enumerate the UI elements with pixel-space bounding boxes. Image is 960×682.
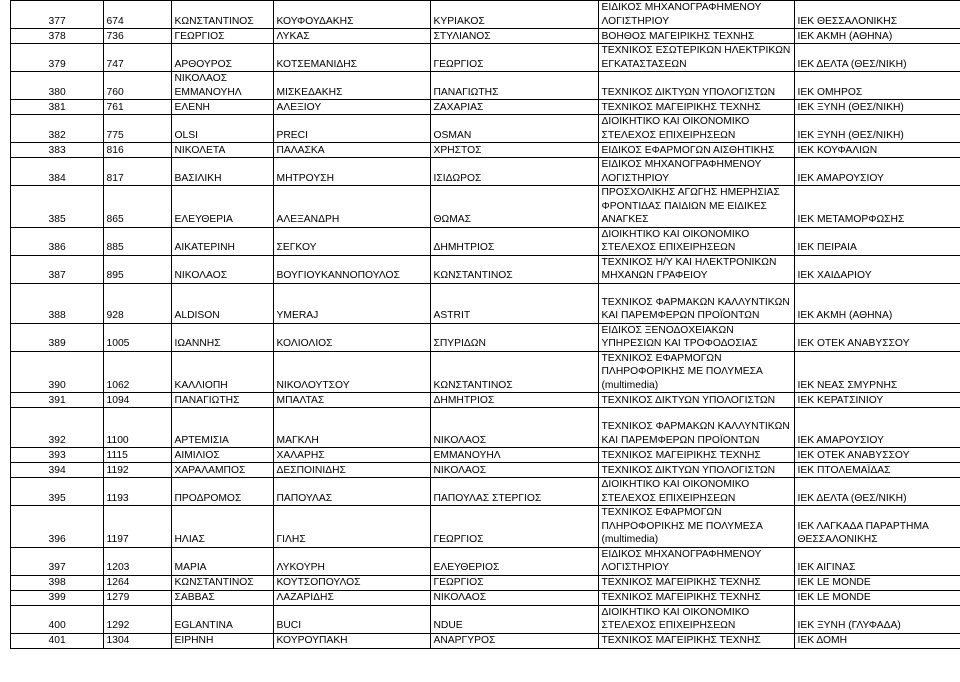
specialty-cell: ΕΙΔΙΚΟΣ ΜΗΧΑΝΟΓΡΑΦΗΜΕΝΟΥ ΛΟΓΙΣΤΗΡΙΟΥ [598,547,794,575]
last-name-cell: ΚΟΛΙΟΛΙΟΣ [273,323,430,351]
first-name-cell: ALDISON [171,283,273,323]
row-number-cell: 385 [10,186,103,228]
institute-cell: ΙΕΚ ΞΥΝΗ (ΘΕΣ/ΝΙΚΗ) [794,100,960,115]
row-gutter [0,393,10,408]
institute-cell: ΙΕΚ ΞΥΝΗ (ΘΕΣ/ΝΙΚΗ) [794,115,960,143]
record-id-cell: 1197 [103,506,171,548]
last-name-cell: ΚΟΥΤΣΟΠΟΥΛΟΣ [273,575,430,590]
specialty-cell: ΤΕΧΝΙΚΟΣ ΔΙΚΤΥΩΝ ΥΠΟΛΟΓΙΣΤΩΝ [598,393,794,408]
row-number-cell: 398 [10,575,103,590]
last-name-cell: ΝΙΚΟΛΟΥΤΣΟΥ [273,351,430,393]
row-number-cell: 379 [10,44,103,72]
record-id-cell: 747 [103,44,171,72]
first-name-cell: EGLANTINA [171,605,273,633]
last-name-cell: ΓΙΛΗΣ [273,506,430,548]
row-number-cell: 399 [10,590,103,605]
row-number-cell: 387 [10,255,103,283]
specialty-cell: ΕΙΔΙΚΟΣ ΜΗΧΑΝΟΓΡΑΦΗΜΕΝΟΥ ΛΟΓΙΣΤΗΡΙΟΥ [598,158,794,186]
specialty-cell: ΤΕΧΝΙΚΟΣ ΔΙΚΤΥΩΝ ΥΠΟΛΟΓΙΣΤΩΝ [598,72,794,100]
first-name-cell: ΚΑΛΛΙΟΠΗ [171,351,273,393]
record-id-cell: 1005 [103,323,171,351]
father-name-cell: NDUE [430,605,598,633]
table-row [0,72,960,100]
first-name-cell: ΗΛΙΑΣ [171,506,273,548]
specialty-cell: ΤΕΧΝΙΚΟΣ ΜΑΓΕΙΡΙΚΗΣ ΤΕΧΝΗΣ [598,100,794,115]
first-name-cell: ΜΑΡΙΑ [171,547,273,575]
specialty-cell: ΤΕΧΝΙΚΟΣ Η/Υ ΚΑΙ ΗΛΕΚΤΡΟΝΙΚΩΝ ΜΗΧΑΝΩΝ ΓΡΑΦΕΙΟΥ [598,255,794,283]
specialty-cell: ΤΕΧΝΙΚΟΣ ΕΣΩΤΕΡΙΚΩΝ ΗΛΕΚΤΡΙΚΩΝ ΕΓΚΑΤΑΣΤΑΣΕΩΝ [598,44,794,72]
row-number-cell: 386 [10,227,103,255]
institute-cell: ΙΕΚ ΔΕΛΤΑ (ΘΕΣ/ΝΙΚΗ) [794,44,960,72]
row-number-cell: 378 [10,29,103,44]
specialty-cell: ΕΙΔΙΚΟΣ ΜΗΧΑΝΟΓΡΑΦΗΜΕΝΟΥ ΛΟΓΙΣΤΗΡΙΟΥ [598,1,794,29]
last-name-cell: PRECI [273,115,430,143]
record-id-cell: 865 [103,186,171,228]
table-row [0,323,960,351]
first-name-cell: OLSI [171,115,273,143]
institute-cell: ΙΕΚ ΑΙΓΙΝΑΣ [794,547,960,575]
row-number-cell: 377 [10,1,103,29]
table-row [0,393,960,408]
table-row [0,575,960,590]
first-name-cell: ΕΙΡΗΝΗ [171,633,273,648]
table-row [0,158,960,186]
first-name-cell: ΙΩΑΝΝΗΣ [171,323,273,351]
specialty-cell: ΤΕΧΝΙΚΟΣ ΕΦΑΡΜΟΓΩΝ ΠΛΗΡΟΦΟΡΙΚΗΣ ΜΕ ΠΟΛΥΜΕΣΑ (multimedia) [598,351,794,393]
row-gutter [0,633,10,648]
record-id-cell: 1062 [103,351,171,393]
last-name-cell: ΔΕΣΠΟΙΝΙΔΗΣ [273,463,430,478]
row-number-cell: 397 [10,547,103,575]
row-number-cell: 389 [10,323,103,351]
row-gutter [0,44,10,72]
specialty-cell: ΤΕΧΝΙΚΟΣ ΕΦΑΡΜΟΓΩΝ ΠΛΗΡΟΦΟΡΙΚΗΣ ΜΕ ΠΟΛΥΜΕΣΑ (multimedia) [598,506,794,548]
last-name-cell: ΠΑΛΑΣΚΑ [273,143,430,158]
father-name-cell: ΔΗΜΗΤΡΙΟΣ [430,393,598,408]
record-id-cell: 1279 [103,590,171,605]
last-name-cell: ΑΛΕΞΑΝΔΡΗ [273,186,430,228]
table-row [0,143,960,158]
record-id-cell: 817 [103,158,171,186]
first-name-cell: ΝΙΚΟΛΕΤΑ [171,143,273,158]
father-name-cell: ΘΩΜΑΣ [430,186,598,228]
table-row [0,29,960,44]
record-id-cell: 928 [103,283,171,323]
table-row [0,463,960,478]
row-gutter [0,351,10,393]
institute-cell: ΙΕΚ ΝΕΑΣ ΣΜΥΡΝΗΣ [794,351,960,393]
table-body [0,1,960,649]
row-gutter [0,1,10,29]
table-row [0,100,960,115]
father-name-cell: ΚΩΝΣΤΑΝΤΙΝΟΣ [430,255,598,283]
row-number-cell: 393 [10,448,103,463]
table-row [0,506,960,548]
institute-cell: ΙΕΚ ΛΑΓΚΑΔΑ ΠΑΡΑΡΤΗΜΑ ΘΕΣΣΑΛΟΝΙΚΗΣ [794,506,960,548]
last-name-cell: ΣΕΓΚΟΥ [273,227,430,255]
table-row [0,44,960,72]
row-gutter [0,547,10,575]
father-name-cell: ΕΛΕΥΘΕΡΙΟΣ [430,547,598,575]
first-name-cell: ΧΑΡΑΛΑΜΠΟΣ [171,463,273,478]
row-gutter [0,478,10,506]
father-name-cell: ΧΡΗΣΤΟΣ [430,143,598,158]
last-name-cell: ΜΗΤΡΟΥΣΗ [273,158,430,186]
record-id-cell: 1094 [103,393,171,408]
row-number-cell: 394 [10,463,103,478]
institute-cell: ΙΕΚ ΜΕΤΑΜΟΡΦΩΣΗΣ [794,186,960,228]
first-name-cell: ΕΛΕΝΗ [171,100,273,115]
row-number-cell: 391 [10,393,103,408]
first-name-cell: ΠΑΝΑΓΙΩΤΗΣ [171,393,273,408]
specialty-cell: ΕΙΔΙΚΟΣ ΞΕΝΟΔΟΧΕΙΑΚΩΝ ΥΠΗΡΕΣΙΩΝ ΚΑΙ ΤΡΟΦΟΔΟΣΙΑΣ [598,323,794,351]
first-name-cell: ΑΙΚΑΤΕΡΙΝΗ [171,227,273,255]
table-row [0,1,960,29]
institute-cell: ΙΕΚ ΔΟΜΗ [794,633,960,648]
row-gutter [0,408,10,448]
institute-cell: ΙΕΚ ΟΤΕΚ ΑΝΑΒΥΣΣΟΥ [794,448,960,463]
record-id-cell: 775 [103,115,171,143]
specialty-cell: ΕΙΔΙΚΟΣ ΕΦΑΡΜΟΓΩΝ ΑΙΣΘΗΤΙΚΗΣ [598,143,794,158]
record-id-cell: 1304 [103,633,171,648]
first-name-cell: ΚΩΝΣΤΑΝΤΙΝΟΣ [171,1,273,29]
row-number-cell: 395 [10,478,103,506]
row-gutter [0,448,10,463]
institute-cell: ΙΕΚ ΟΜΗΡΟΣ [794,72,960,100]
row-gutter [0,158,10,186]
row-number-cell: 396 [10,506,103,548]
last-name-cell: YMERAJ [273,283,430,323]
father-name-cell: OSMAN [430,115,598,143]
institute-cell: ΙΕΚ ΑΚΜΗ (ΑΘΗΝΑ) [794,283,960,323]
specialty-cell: ΤΕΧΝΙΚΟΣ ΔΙΚΤΥΩΝ ΥΠΟΛΟΓΙΣΤΩΝ [598,463,794,478]
table-row [0,255,960,283]
father-name-cell: ΕΜΜΑΝΟΥΗΛ [430,448,598,463]
last-name-cell: ΑΛΕΞΙΟΥ [273,100,430,115]
record-id-cell: 1203 [103,547,171,575]
last-name-cell: BUCI [273,605,430,633]
row-gutter [0,115,10,143]
institute-cell: ΙΕΚ ΞΥΝΗ (ΓΛΥΦΑΔΑ) [794,605,960,633]
row-gutter [0,186,10,228]
row-number-cell: 390 [10,351,103,393]
row-gutter [0,575,10,590]
father-name-cell: ΓΕΩΡΓΙΟΣ [430,506,598,548]
first-name-cell: ΒΑΣΙΛΙΚΗ [171,158,273,186]
father-name-cell: ΝΙΚΟΛΑΟΣ [430,408,598,448]
row-number-cell: 383 [10,143,103,158]
last-name-cell: ΛΥΚΟΥΡΗ [273,547,430,575]
record-id-cell: 1193 [103,478,171,506]
record-id-cell: 761 [103,100,171,115]
specialty-cell: ΤΕΧΝΙΚΟΣ ΦΑΡΜΑΚΩΝ ΚΑΛΛΥΝΤΙΚΩΝ ΚΑΙ ΠΑΡΕΜΦΕΡΩΝ ΠΡΟΪΟΝΤΩΝ [598,283,794,323]
institute-cell: ΙΕΚ ΘΕΣΣΑΛΟΝΙΚΗΣ [794,1,960,29]
row-gutter [0,590,10,605]
row-number-cell: 380 [10,72,103,100]
institute-cell: ΙΕΚ LE MONDE [794,575,960,590]
institute-cell: ΙΕΚ ΟΤΕΚ ΑΝΑΒΥΣΣΟΥ [794,323,960,351]
row-gutter [0,143,10,158]
row-gutter [0,100,10,115]
specialty-cell: ΤΕΧΝΙΚΟΣ ΜΑΓΕΙΡΙΚΗΣ ΤΕΧΝΗΣ [598,448,794,463]
institute-cell: ΙΕΚ ΑΜΑΡΟΥΣΙΟΥ [794,408,960,448]
table-row [0,590,960,605]
father-name-cell: ΝΙΚΟΛΑΟΣ [430,463,598,478]
specialty-cell: ΤΕΧΝΙΚΟΣ ΦΑΡΜΑΚΩΝ ΚΑΛΛΥΝΤΙΚΩΝ ΚΑΙ ΠΑΡΕΜΦΕΡΩΝ ΠΡΟΪΟΝΤΩΝ [598,408,794,448]
father-name-cell: ΠΑΠΟΥΛΑΣ ΣΤΕΡΓΙΟΣ [430,478,598,506]
table-row [0,186,960,228]
specialty-cell: ΤΕΧΝΙΚΟΣ ΜΑΓΕΙΡΙΚΗΣ ΤΕΧΝΗΣ [598,633,794,648]
first-name-cell: ΚΩΝΣΤΑΝΤΙΝΟΣ [171,575,273,590]
row-gutter [0,323,10,351]
record-id-cell: 885 [103,227,171,255]
row-gutter [0,605,10,633]
record-id-cell: 760 [103,72,171,100]
table-row [0,227,960,255]
row-number-cell: 392 [10,408,103,448]
record-id-cell: 1115 [103,448,171,463]
row-gutter [0,506,10,548]
last-name-cell: ΜΙΣΚΕΔΑΚΗΣ [273,72,430,100]
specialty-cell: ΔΙΟΙΚΗΤΙΚΟ ΚΑΙ ΟΙΚΟΝΟΜΙΚΟ ΣΤΕΛΕΧΟΣ ΕΠΙΧΕΙΡΗΣΕΩΝ [598,478,794,506]
institute-cell: ΙΕΚ LE MONDE [794,590,960,605]
father-name-cell: ΓΕΩΡΓΙΟΣ [430,575,598,590]
last-name-cell: ΚΟΤΣΕΜΑΝΙΔΗΣ [273,44,430,72]
row-number-cell: 401 [10,633,103,648]
table-row [0,408,960,448]
institute-cell: ΙΕΚ ΚΕΡΑΤΣΙΝΙΟΥ [794,393,960,408]
father-name-cell: ΠΑΝΑΓΙΩΤΗΣ [430,72,598,100]
last-name-cell: ΜΑΓΚΛΗ [273,408,430,448]
father-name-cell: ΣΤΥΛΙΑΝΟΣ [430,29,598,44]
row-gutter [0,255,10,283]
last-name-cell: ΧΑΛΑΡΗΣ [273,448,430,463]
institute-cell: ΙΕΚ ΠΤΟΛΕΜΑΪΔΑΣ [794,463,960,478]
last-name-cell: ΜΠΑΛΤΑΣ [273,393,430,408]
specialty-cell: ΤΕΧΝΙΚΟΣ ΜΑΓΕΙΡΙΚΗΣ ΤΕΧΝΗΣ [598,575,794,590]
institute-cell: ΙΕΚ ΧΑΙΔΑΡΙΟΥ [794,255,960,283]
father-name-cell: ASTRIT [430,283,598,323]
father-name-cell: ΔΗΜΗΤΡΙΟΣ [430,227,598,255]
first-name-cell: ΝΙΚΟΛΑΟΣ ΕΜΜΑΝΟΥΗΛ [171,72,273,100]
first-name-cell: ΠΡΟΔΡΟΜΟΣ [171,478,273,506]
institute-cell: ΙΕΚ ΑΜΑΡΟΥΣΙΟΥ [794,158,960,186]
row-number-cell: 382 [10,115,103,143]
last-name-cell: ΛΥΚΑΣ [273,29,430,44]
father-name-cell: ΚΩΝΣΤΑΝΤΙΝΟΣ [430,351,598,393]
specialty-cell: ΠΡΟΣΧΟΛΙΚΗΣ ΑΓΩΓΗΣ ΗΜΕΡΗΣΙΑΣ ΦΡΟΝΤΙΔΑΣ ΠΑΙΔΙΩΝ ΜΕ ΕΙΔΙΚΕΣ ΑΝΑΓΚΕΣ [598,186,794,228]
row-gutter [0,227,10,255]
record-id-cell: 1192 [103,463,171,478]
first-name-cell: ΣΑΒΒΑΣ [171,590,273,605]
record-id-cell: 1292 [103,605,171,633]
table-row [0,283,960,323]
last-name-cell: ΒΟΥΓΙΟΥΚΑΝΝΟΠΟΥΛΟΣ [273,255,430,283]
row-number-cell: 381 [10,100,103,115]
row-number-cell: 388 [10,283,103,323]
last-name-cell: ΠΑΠΟΥΛΑΣ [273,478,430,506]
first-name-cell: ΑΙΜΙΛΙΟΣ [171,448,273,463]
father-name-cell: ΣΠΥΡΙΔΩΝ [430,323,598,351]
specialty-cell: ΔΙΟΙΚΗΤΙΚΟ ΚΑΙ ΟΙΚΟΝΟΜΙΚΟ ΣΤΕΛΕΧΟΣ ΕΠΙΧΕΙΡΗΣΕΩΝ [598,115,794,143]
record-id-cell: 816 [103,143,171,158]
table-row [0,115,960,143]
specialty-cell: ΔΙΟΙΚΗΤΙΚΟ ΚΑΙ ΟΙΚΟΝΟΜΙΚΟ ΣΤΕΛΕΧΟΣ ΕΠΙΧΕΙΡΗΣΕΩΝ [598,227,794,255]
record-id-cell: 674 [103,1,171,29]
father-name-cell: ΙΣΙΔΩΡΟΣ [430,158,598,186]
row-gutter [0,283,10,323]
first-name-cell: ΝΙΚΟΛΑΟΣ [171,255,273,283]
record-id-cell: 736 [103,29,171,44]
table-row [0,547,960,575]
last-name-cell: ΚΟΥΦΟΥΔΑΚΗΣ [273,1,430,29]
last-name-cell: ΚΟΥΡΟΥΠΑΚΗ [273,633,430,648]
specialty-cell: ΤΕΧΝΙΚΟΣ ΜΑΓΕΙΡΙΚΗΣ ΤΕΧΝΗΣ [598,590,794,605]
table-row [0,633,960,648]
first-name-cell: ΑΡΤΕΜΙΣΙΑ [171,408,273,448]
father-name-cell: ΓΕΩΡΓΙΟΣ [430,44,598,72]
first-name-cell: ΑΡΘΟΥΡΟΣ [171,44,273,72]
table-row [0,448,960,463]
record-id-cell: 1264 [103,575,171,590]
father-name-cell: ΝΙΚΟΛΑΟΣ [430,590,598,605]
institute-cell: ΙΕΚ ΠΕΙΡΑΙΑ [794,227,960,255]
row-number-cell: 384 [10,158,103,186]
first-name-cell: ΕΛΕΥΘΕΡΙΑ [171,186,273,228]
specialty-cell: ΒΟΗΘΟΣ ΜΑΓΕΙΡΙΚΗΣ ΤΕΧΝΗΣ [598,29,794,44]
row-gutter [0,29,10,44]
institute-cell: ΙΕΚ ΚΟΥΦΑΛΙΩΝ [794,143,960,158]
father-name-cell: ΖΑΧΑΡΙΑΣ [430,100,598,115]
table-row [0,478,960,506]
table-row [0,351,960,393]
first-name-cell: ΓΕΩΡΓΙΟΣ [171,29,273,44]
row-gutter [0,463,10,478]
record-id-cell: 1100 [103,408,171,448]
institute-cell: ΙΕΚ ΔΕΛΤΑ (ΘΕΣ/ΝΙΚΗ) [794,478,960,506]
row-number-cell: 400 [10,605,103,633]
father-name-cell: ΑΝΑΡΓΥΡΟΣ [430,633,598,648]
row-gutter [0,72,10,100]
record-id-cell: 895 [103,255,171,283]
father-name-cell: ΚΥΡΙΑΚΟΣ [430,1,598,29]
last-name-cell: ΛΑΖΑΡΙΔΗΣ [273,590,430,605]
specialty-cell: ΔΙΟΙΚΗΤΙΚΟ ΚΑΙ ΟΙΚΟΝΟΜΙΚΟ ΣΤΕΛΕΧΟΣ ΕΠΙΧΕΙΡΗΣΕΩΝ [598,605,794,633]
institute-cell: ΙΕΚ ΑΚΜΗ (ΑΘΗΝΑ) [794,29,960,44]
table-row [0,605,960,633]
